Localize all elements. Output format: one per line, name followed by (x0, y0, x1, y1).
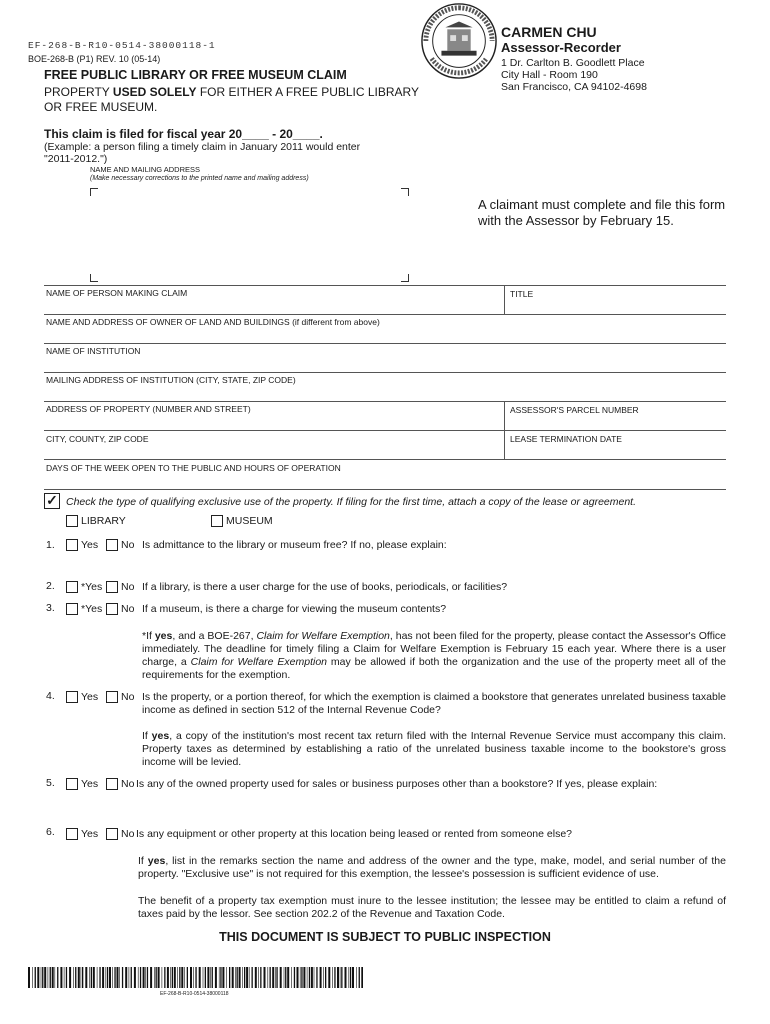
institution-mailing-label: MAILING ADDRESS OF INSTITUTION (CITY, STATE, ZIP CODE) (46, 375, 296, 385)
address-window-corner-tl (90, 188, 98, 196)
q5-text: Is any of the owned property used for sales or business purposes other than a bookstore? If yes, please explain: (136, 778, 658, 790)
q4-text: Is the property, or a portion thereof, for which the exemption is claimed a bookstore that generates unrelated business taxable income as defined in section 512 of the Internal Revenue Code? (142, 691, 726, 716)
q2-yes-label: *Yes (81, 581, 103, 593)
assessor-name: CARMEN CHU (501, 24, 597, 40)
barcode-text: EF-268-B-R10-0514-38000118 (160, 991, 229, 997)
question-number: 4. (46, 690, 55, 702)
public-inspection-notice: THIS DOCUMENT IS SUBJECT TO PUBLIC INSPECTION (219, 930, 551, 944)
days-hours-label: DAYS OF THE WEEK OPEN TO THE PUBLIC AND HOURS OF OPERATION (46, 463, 341, 473)
q5-explanation-field[interactable] (136, 792, 726, 822)
q6-no-label: No (121, 828, 135, 840)
q4-no-label: No (121, 691, 135, 703)
city-county-zip-label: CITY, COUNTY, ZIP CODE (46, 434, 149, 444)
city-county-seal-icon (420, 2, 498, 80)
q2-yes-checkbox[interactable] (66, 581, 78, 593)
property-address-label: ADDRESS OF PROPERTY (NUMBER AND STREET) (46, 404, 251, 414)
q2-text: If a library, is there a user charge for the use of books, periodicals, or facilities? (142, 581, 508, 593)
title-label: TITLE (510, 289, 534, 299)
assessor-address-line-1: 1 Dr. Carlton B. Goodlett Place (501, 57, 645, 69)
form-title: FREE PUBLIC LIBRARY OR FREE MUSEUM CLAIM (44, 68, 347, 82)
form-subtitle: PROPERTY USED SOLELY FOR EITHER A FREE PUBLIC LIBRARY OR FREE MUSEUM. (44, 85, 419, 114)
divider (44, 343, 726, 344)
q1-no-label: No (121, 539, 135, 551)
q3-yes-label: *Yes (81, 603, 103, 615)
q3-text: If a museum, is there a charge for viewing the museum contents? (142, 603, 447, 615)
question-number: 6. (46, 826, 55, 838)
divider (44, 372, 726, 373)
q3-no-label: No (121, 603, 135, 615)
owner-field[interactable] (44, 327, 726, 343)
title-field[interactable] (505, 298, 726, 314)
mailing-address-field[interactable] (98, 196, 398, 272)
q5-no-checkbox[interactable] (106, 778, 118, 790)
property-address-field[interactable] (44, 414, 504, 430)
q5-yes-label: Yes (81, 778, 99, 790)
leased-property-note: If yes, list in the remarks section the name and address of the owner and the type, make, model, and serial number of the property. "Exclusive use" is not required for this exemption, the lessee's possession is sufficient evidence of use. (138, 855, 726, 880)
divider (44, 401, 726, 402)
library-label: LIBRARY (81, 515, 126, 527)
checkmark-icon: ✓ (44, 493, 60, 509)
address-window-corner-tr (401, 188, 409, 196)
fiscal-year-example: (Example: a person filing a timely claim in January 2011 would enter "2011-2012.") (44, 141, 361, 165)
divider (44, 314, 726, 315)
barcode-icon (28, 967, 363, 988)
q6-yes-checkbox[interactable] (66, 828, 78, 840)
form-revision: BOE-268-B (P1) REV. 10 (05-14) (28, 54, 161, 64)
assessor-title: Assessor-Recorder (501, 40, 621, 55)
q2-no-label: No (121, 581, 135, 593)
q1-no-checkbox[interactable] (106, 539, 118, 551)
institution-label: NAME OF INSTITUTION (46, 346, 141, 356)
question-number: 2. (46, 580, 55, 592)
q3-yes-checkbox[interactable] (66, 603, 78, 615)
q3-no-checkbox[interactable] (106, 603, 118, 615)
institution-field[interactable] (44, 356, 726, 372)
welfare-exemption-note: *If yes, and a BOE-267, Claim for Welfare Exemption, has not been filed for the property, please contact the Assessor's Office immediately. The deadline for timely filing a Claim for Welfare Exemption is February 15 each year. Where there is a user charge, a Claim for Welfare Exemption may be allowed if both the organization and the use of the property meet all of the requirements for the exemption. (142, 630, 727, 681)
lease-termination-label: LEASE TERMINATION DATE (510, 434, 622, 444)
question-number: 5. (46, 777, 55, 789)
lease-termination-field[interactable] (505, 443, 726, 459)
q6-yes-label: Yes (81, 828, 99, 840)
museum-checkbox[interactable] (211, 515, 223, 527)
library-checkbox[interactable] (66, 515, 78, 527)
institution-mailing-field[interactable] (44, 385, 726, 401)
form-code: EF-268-B-R10-0514-38000118-1 (28, 40, 216, 51)
fiscal-year-line[interactable]: This claim is filed for fiscal year 20____ - 20____. (44, 127, 323, 141)
q1-yes-label: Yes (81, 539, 99, 551)
q2-no-checkbox[interactable] (106, 581, 118, 593)
mailing-address-label: NAME AND MAILING ADDRESS (90, 165, 201, 174)
q4-no-checkbox[interactable] (106, 691, 118, 703)
q1-text: Is admittance to the library or museum free? If no, please explain: (142, 539, 447, 551)
parcel-number-label: ASSESSOR'S PARCEL NUMBER (510, 405, 639, 415)
parcel-number-field[interactable] (505, 414, 726, 430)
question-number: 1. (46, 539, 55, 551)
q5-no-label: No (121, 778, 135, 790)
city-county-zip-field[interactable] (44, 443, 504, 459)
divider (44, 459, 726, 460)
q5-yes-checkbox[interactable] (66, 778, 78, 790)
assessor-address-line-2: City Hall - Room 190 (501, 69, 598, 81)
use-type-instruction: Check the type of qualifying exclusive use of the property. If filing for the first time, attach a copy of the lease or agreement. (66, 496, 637, 508)
address-window-corner-br (401, 274, 409, 282)
days-hours-field[interactable] (44, 473, 726, 489)
divider (44, 489, 726, 490)
q1-explanation-field[interactable] (142, 553, 726, 575)
claimant-deadline-notice: A claimant must complete and file this form with the Assessor by February 15. (478, 197, 726, 228)
q4-yes-label: Yes (81, 691, 99, 703)
divider (44, 285, 726, 286)
person-name-label: NAME OF PERSON MAKING CLAIM (46, 288, 188, 298)
person-name-field[interactable] (44, 298, 504, 314)
divider (44, 430, 726, 431)
q4-yes-checkbox[interactable] (66, 691, 78, 703)
q6-text: Is any equipment or other property at this location being leased or rented from someone else? (136, 828, 573, 840)
q6-no-checkbox[interactable] (106, 828, 118, 840)
lessee-benefit-note: The benefit of a property tax exemption must inure to the lessee institution; the lessee may be entitled to claim a refund of taxes paid by the lessor. See section 202.2 of the Revenue and Taxation Code. (138, 895, 726, 920)
mailing-address-note: (Make necessary corrections to the printed name and mailing address) (90, 175, 309, 182)
assessor-address-line-3: San Francisco, CA 94102-4698 (501, 81, 647, 93)
q1-yes-checkbox[interactable] (66, 539, 78, 551)
museum-label: MUSEUM (226, 515, 273, 527)
question-number: 3. (46, 602, 55, 614)
address-window-corner-bl (90, 274, 98, 282)
owner-label: NAME AND ADDRESS OF OWNER OF LAND AND BUILDINGS (if different from above) (46, 317, 380, 327)
tax-return-note: If yes, a copy of the institution's most recent tax return filed with the Internal Revenue Service must accompany this claim. Property taxes as determined by establishing a ratio of the unrelated business taxable income to the bookstore's gross income will be levied. (142, 730, 726, 768)
